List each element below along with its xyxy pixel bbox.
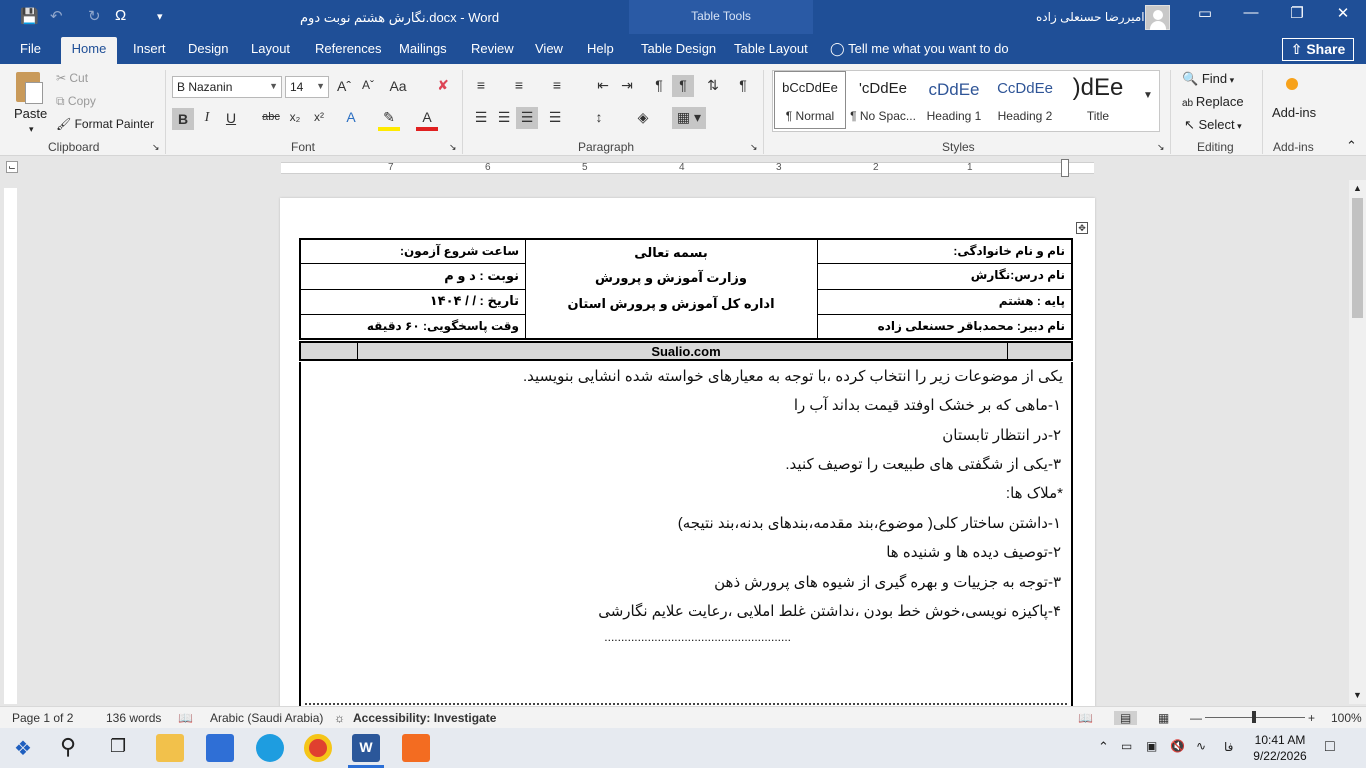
- read-mode-icon[interactable]: 📖: [1078, 711, 1093, 725]
- print-layout-icon[interactable]: ▤: [1114, 711, 1137, 725]
- align-right-icon[interactable]: ☰: [516, 107, 538, 129]
- paragraph-launcher-icon[interactable]: ↘: [750, 142, 758, 152]
- bold-icon[interactable]: B: [172, 108, 194, 130]
- style-heading-2[interactable]: CcDdEe Heading 2: [989, 72, 1061, 128]
- tell-me-label: Tell me what you want to do: [848, 41, 1009, 56]
- tab-file[interactable]: File: [20, 41, 41, 56]
- addins-button[interactable]: Add-ins: [1272, 105, 1317, 120]
- clock-date: 9/22/2026: [1253, 749, 1307, 763]
- tab-design[interactable]: Design: [188, 41, 229, 56]
- bismillah-heading: بسمه تعالی: [634, 245, 708, 260]
- redo-icon[interactable]: ↻: [88, 8, 101, 25]
- styles-more-icon[interactable]: ▼: [1143, 90, 1153, 101]
- style-no-spacing[interactable]: 'cDdEe ¶ No Spac...: [847, 72, 919, 128]
- cut-button[interactable]: ✂ Cut: [56, 71, 89, 85]
- accessibility-icon[interactable]: ☼: [334, 711, 345, 725]
- provincial-office-heading: اداره کل آموزش و پرورش استان: [567, 296, 775, 311]
- format-painter-button[interactable]: 🖌 Format Painter: [56, 117, 154, 131]
- criterion-2: ۲-توصیف دیده ها و شنیده ها: [886, 544, 1061, 561]
- clock[interactable]: [1240, 732, 1320, 764]
- share-label: Share: [1306, 41, 1346, 57]
- zoom-in-icon[interactable]: +: [1308, 711, 1316, 725]
- paste-dropdown-icon[interactable]: ▾: [29, 124, 34, 134]
- battery-icon[interactable]: ▭: [1121, 739, 1133, 753]
- tab-review[interactable]: Review: [471, 41, 514, 56]
- symbol-icon[interactable]: Ω: [115, 7, 127, 24]
- ltr-direction-icon[interactable]: ¶: [655, 77, 663, 93]
- chevron-down-icon: ▼: [269, 81, 278, 91]
- teacher-field: نام دبیر: محمدباقر حسنعلی زاده: [877, 319, 1065, 333]
- accessibility-status[interactable]: Accessibility: Investigate: [353, 711, 497, 725]
- zoom-slider-thumb[interactable]: [1252, 711, 1256, 723]
- styles-group-label: Styles: [942, 140, 975, 154]
- addins-group-label: Add-ins: [1273, 140, 1314, 154]
- topic-1: ۱-ماهی که بر خشک اوفتد قیمت بداند آب را: [793, 397, 1061, 414]
- subscript-icon[interactable]: x₂: [289, 110, 301, 124]
- title-bar: [0, 0, 1366, 34]
- paintbrush-icon: 🖌: [56, 117, 75, 131]
- tell-me-search[interactable]: [830, 41, 1009, 57]
- replace-icon: ab: [1182, 98, 1196, 109]
- shading-icon[interactable]: ◈: [637, 109, 649, 125]
- shrink-font-icon[interactable]: Aˇ: [362, 78, 374, 92]
- table-move-handle-icon[interactable]: ✥: [1076, 222, 1088, 234]
- tab-references[interactable]: References: [315, 41, 382, 56]
- strikethrough-icon[interactable]: abc: [262, 111, 280, 123]
- tab-home[interactable]: Home: [61, 37, 117, 64]
- table-tools-label: Table Tools: [691, 9, 751, 23]
- replace-button[interactable]: ab Replace: [1182, 94, 1244, 109]
- duration-field: وقت پاسخگویی: ۶۰ دقیقه: [366, 319, 519, 333]
- site-banner-row[interactable]: [299, 341, 1073, 361]
- undo-icon[interactable]: ↶: [50, 8, 63, 25]
- document-page[interactable]: [280, 198, 1095, 718]
- collapse-ribbon-icon[interactable]: ⌃: [1346, 138, 1357, 153]
- network-icon[interactable]: ∿: [1196, 739, 1207, 753]
- clear-formatting-icon[interactable]: ✘: [437, 77, 449, 93]
- vertical-scrollbar[interactable]: [1349, 180, 1366, 704]
- line-spacing-icon[interactable]: ↕: [595, 109, 603, 125]
- maximize-icon[interactable]: ❐: [1290, 5, 1304, 22]
- web-layout-icon[interactable]: ▦: [1158, 711, 1170, 725]
- numbering-icon[interactable]: ≡: [514, 77, 524, 93]
- grade-field: پایه : هشتم: [998, 294, 1065, 308]
- tab-selector-icon[interactable]: ⌙: [6, 161, 18, 173]
- scroll-down-icon[interactable]: ▼: [1353, 690, 1362, 700]
- editing-group-label: Editing: [1197, 140, 1234, 154]
- clock-time: 10:41 AM: [1254, 733, 1306, 747]
- highlight-icon[interactable]: ✎: [378, 109, 400, 131]
- customize-quick-access-icon[interactable]: ▾: [157, 11, 163, 23]
- volume-muted-icon[interactable]: 🔇: [1170, 739, 1185, 753]
- ribbon-home: [0, 64, 1366, 156]
- criterion-3: ۳-توجه به جزییات و بهره گیری از شیوه های پرورش ذهن: [714, 574, 1061, 591]
- tab-table-layout[interactable]: Table Layout: [734, 41, 808, 56]
- italic-icon[interactable]: I: [204, 110, 210, 125]
- exam-start-time-field: ساعت شروع آزمون:: [399, 244, 519, 258]
- edge-icon[interactable]: [256, 734, 284, 762]
- bullets-icon[interactable]: ≡: [476, 77, 486, 93]
- superscript-icon[interactable]: x²: [314, 110, 324, 124]
- align-center-icon[interactable]: ☰: [497, 109, 511, 125]
- clipboard-launcher-icon[interactable]: ↘: [152, 142, 160, 152]
- search-icon: 🔍: [1182, 71, 1202, 86]
- page-count[interactable]: Page 1 of 2: [12, 711, 74, 725]
- word-count[interactable]: 136 words: [106, 711, 162, 725]
- ruler-bar[interactable]: 7 6 5 4 3 2 1: [281, 162, 1094, 174]
- zoom-level[interactable]: 100%: [1331, 711, 1362, 725]
- tab-view[interactable]: View: [535, 41, 563, 56]
- horizontal-ruler: [0, 156, 1366, 180]
- font-size-combo[interactable]: 14 ▼: [285, 76, 329, 98]
- underline-icon[interactable]: U: [225, 110, 237, 126]
- share-icon: ⇧: [1290, 41, 1307, 57]
- close-icon[interactable]: ✕: [1336, 5, 1350, 22]
- styles-launcher-icon[interactable]: ↘: [1157, 142, 1165, 152]
- cursor-icon: ↖: [1184, 117, 1199, 132]
- app-icon[interactable]: [402, 734, 430, 762]
- task-view-icon[interactable]: ❐: [110, 736, 127, 756]
- avatar[interactable]: [1145, 5, 1170, 30]
- windows-taskbar: [0, 728, 1366, 768]
- copy-button[interactable]: ⧉ Copy: [56, 94, 96, 108]
- word-icon[interactable]: W: [352, 734, 380, 762]
- page-bottom-border: [305, 703, 1067, 705]
- paste-button[interactable]: Paste: [14, 106, 48, 121]
- instruction-line: یکی از موضوعات زیر را انتخاب کرده ،با توجه به معیارهای خواسته شده انشایی بنویسید.: [523, 368, 1063, 385]
- indent-marker[interactable]: [1061, 159, 1069, 177]
- site-name: Sualio.com: [651, 344, 721, 359]
- question-content[interactable]: [299, 362, 1073, 722]
- justify-icon[interactable]: ☰: [548, 109, 562, 125]
- meet-icon[interactable]: ▣: [1146, 739, 1158, 753]
- date-field: تاریخ : / / ۱۴۰۴: [429, 293, 519, 308]
- share-button[interactable]: [1282, 38, 1354, 61]
- file-explorer-icon[interactable]: [156, 734, 184, 762]
- vertical-ruler[interactable]: [4, 188, 17, 704]
- term-field: نوبت : د و م: [444, 268, 519, 283]
- notifications-icon[interactable]: □: [1325, 738, 1335, 755]
- paste-icon[interactable]: [12, 70, 46, 106]
- decrease-indent-icon[interactable]: ⇤: [597, 77, 609, 93]
- addins-icon[interactable]: [1286, 78, 1298, 90]
- style-title[interactable]: )dEe Title: [1062, 72, 1134, 128]
- header-table[interactable]: [299, 238, 1073, 340]
- tab-mailings[interactable]: Mailings: [399, 41, 447, 56]
- multilevel-list-icon[interactable]: ≡: [552, 77, 562, 93]
- proofing-icon[interactable]: 📖: [178, 711, 193, 725]
- borders-icon[interactable]: ▦ ▾: [672, 107, 706, 129]
- scroll-thumb[interactable]: [1352, 198, 1363, 318]
- topic-3: ۳-یکی از شگفتی های طبیعت را توصیف کنید.: [785, 456, 1061, 473]
- ministry-heading: وزارت آموزش و پرورش: [594, 270, 748, 285]
- select-button[interactable]: ↖ Select ▾: [1184, 117, 1242, 132]
- criterion-1: ۱-داشتن ساختار کلی( موضوع،بند مقدمه،بندهای بدنه،بند نتیجه): [677, 515, 1061, 532]
- align-left-icon[interactable]: ☰: [474, 109, 488, 125]
- course-name-field: نام درس:نگارش: [970, 268, 1065, 282]
- clipboard-group-label: Clipboard: [48, 140, 100, 154]
- font-group-label: Font: [291, 140, 316, 154]
- topic-2: ۲-در انتظار تابستان: [942, 427, 1061, 444]
- ribbon-display-icon[interactable]: ▭: [1197, 5, 1213, 22]
- zoom-out-icon[interactable]: —: [1190, 711, 1202, 725]
- paragraph-group-label: Paragraph: [578, 140, 635, 154]
- font-name-combo[interactable]: B Nazanin ▼: [172, 76, 282, 98]
- document-title: نگارش هشتم نوبت دوم.docx - Word: [300, 10, 500, 25]
- tab-insert[interactable]: Insert: [133, 41, 166, 56]
- input-language[interactable]: فا: [1224, 740, 1234, 754]
- chrome-icon[interactable]: [304, 734, 332, 762]
- text-effects-icon[interactable]: A: [346, 109, 356, 125]
- minimize-icon[interactable]: —: [1243, 4, 1259, 21]
- style-normal[interactable]: bCcDdEe ¶ Normal: [774, 71, 846, 129]
- tab-layout[interactable]: Layout: [251, 41, 291, 56]
- chevron-down-icon: ▼: [316, 81, 325, 91]
- criterion-4: ۴-پاکیزه نویسی،خوش خط بودن ،نداشتن غلط املایی ،رعایت علایم نگارشی: [598, 603, 1061, 620]
- style-heading-1[interactable]: cDdEe Heading 1: [918, 72, 990, 128]
- scroll-up-icon[interactable]: ▲: [1353, 183, 1362, 193]
- user-name[interactable]: امیررضا حسنعلی زاده: [1036, 10, 1145, 24]
- status-bar: [0, 706, 1366, 728]
- font-launcher-icon[interactable]: ↘: [449, 142, 457, 152]
- lightbulb-icon: ◯: [830, 41, 849, 56]
- criteria-heading: *ملاک ها:: [1005, 485, 1063, 502]
- windows-start-icon[interactable]: ❖: [14, 738, 32, 760]
- grow-font-icon[interactable]: Aˆ: [337, 78, 351, 94]
- search-icon[interactable]: ⚲: [60, 734, 77, 759]
- student-name-field: نام و نام خانوادگی:: [953, 244, 1065, 258]
- store-icon[interactable]: [206, 734, 234, 762]
- chevron-up-icon[interactable]: ⌃: [1098, 739, 1109, 754]
- font-color-icon[interactable]: A: [416, 109, 438, 131]
- rtl-direction-icon[interactable]: ¶: [672, 75, 694, 97]
- find-button[interactable]: 🔍 Find ▾: [1182, 71, 1235, 86]
- dotted-line: ........................................................: [604, 630, 791, 644]
- scissors-icon: ✂: [56, 71, 70, 85]
- copy-icon: ⧉: [56, 94, 68, 108]
- tab-table-design[interactable]: Table Design: [641, 41, 717, 56]
- change-case-icon[interactable]: Aa: [389, 78, 407, 94]
- sort-icon[interactable]: ⇅: [707, 77, 719, 93]
- increase-indent-icon[interactable]: ⇥: [621, 77, 633, 93]
- ribbon-tabs: [0, 34, 1366, 64]
- show-formatting-icon[interactable]: ¶: [739, 77, 747, 93]
- language-indicator[interactable]: Arabic (Saudi Arabia): [210, 711, 324, 725]
- tab-help[interactable]: Help: [587, 41, 614, 56]
- save-icon[interactable]: 💾: [20, 8, 39, 25]
